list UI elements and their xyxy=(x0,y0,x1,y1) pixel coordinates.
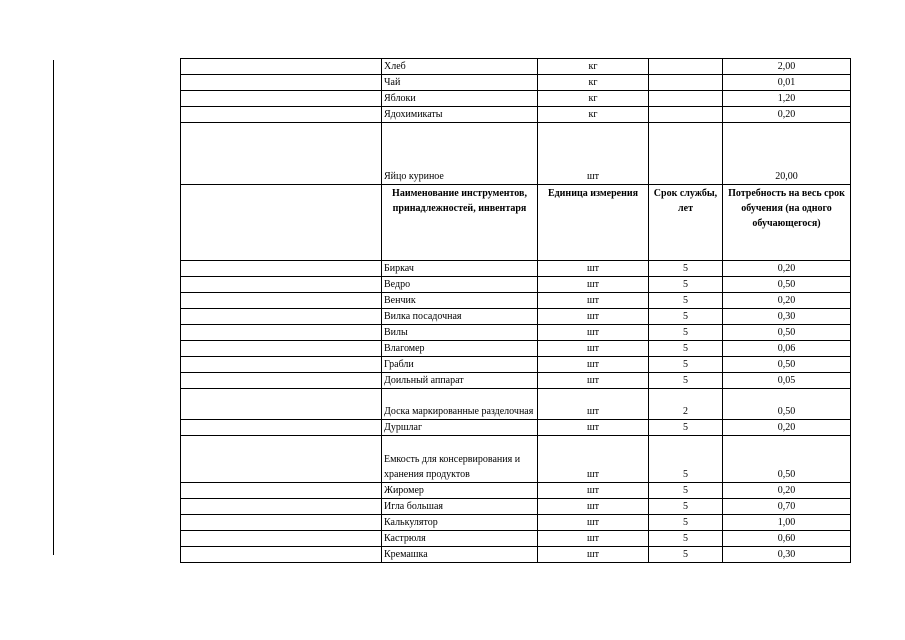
item-need: 0,30 xyxy=(723,547,851,563)
item-term: 5 xyxy=(649,373,723,389)
blank-cell xyxy=(181,309,382,325)
blank-cell xyxy=(181,91,382,107)
header-row xyxy=(181,185,851,261)
item-term xyxy=(649,59,723,75)
header-blank-cell xyxy=(181,185,382,261)
item-unit: шт xyxy=(538,547,649,563)
item-term: 5 xyxy=(649,420,723,436)
item-name: Дуршлаг xyxy=(382,420,538,436)
item-name: Кремашка xyxy=(382,547,538,563)
item-unit: кг xyxy=(538,75,649,91)
item-name: Венчик xyxy=(382,293,538,309)
item-term: 5 xyxy=(649,325,723,341)
item-unit: кг xyxy=(538,91,649,107)
item-term xyxy=(649,75,723,91)
table-row xyxy=(181,261,851,277)
item-term: 5 xyxy=(649,515,723,531)
item-unit: шт xyxy=(538,357,649,373)
item-need: 0,06 xyxy=(723,341,851,357)
table-row xyxy=(181,436,851,483)
item-unit: шт xyxy=(538,293,649,309)
table-row xyxy=(181,389,851,420)
item-need: 0,01 xyxy=(723,75,851,91)
blank-cell xyxy=(181,107,382,123)
item-unit: шт xyxy=(538,341,649,357)
blank-cell xyxy=(181,341,382,357)
item-term: 5 xyxy=(649,261,723,277)
header-term: Срок службы, лет xyxy=(649,185,723,261)
item-unit: шт xyxy=(538,515,649,531)
item-need: 20,00 xyxy=(723,123,851,185)
margin-line xyxy=(53,60,54,555)
blank-cell xyxy=(181,420,382,436)
item-name: Грабли xyxy=(382,357,538,373)
table-row xyxy=(181,123,851,185)
item-name: Калькулятор xyxy=(382,515,538,531)
item-need: 1,00 xyxy=(723,515,851,531)
item-name: Вилы xyxy=(382,325,538,341)
table-row xyxy=(181,547,851,563)
table-row xyxy=(181,483,851,499)
blank-cell xyxy=(181,547,382,563)
blank-cell xyxy=(181,436,382,483)
item-unit: кг xyxy=(538,107,649,123)
item-need: 0,20 xyxy=(723,107,851,123)
item-term: 5 xyxy=(649,341,723,357)
item-need: 0,20 xyxy=(723,420,851,436)
item-name: Доска маркированные разделочная xyxy=(382,389,538,420)
item-need: 0,70 xyxy=(723,499,851,515)
table-row xyxy=(181,341,851,357)
item-unit: шт xyxy=(538,325,649,341)
item-term: 5 xyxy=(649,531,723,547)
item-need: 0,30 xyxy=(723,309,851,325)
table-row xyxy=(181,531,851,547)
header-name: Наименование инструментов, принадлежностей, инвентаря xyxy=(382,185,538,261)
table-row xyxy=(181,91,851,107)
item-term xyxy=(649,107,723,123)
blank-cell xyxy=(181,261,382,277)
item-name: Ведро xyxy=(382,277,538,293)
blank-cell xyxy=(181,75,382,91)
item-need: 0,50 xyxy=(723,436,851,483)
item-unit: шт xyxy=(538,531,649,547)
item-need: 0,50 xyxy=(723,389,851,420)
blank-cell xyxy=(181,123,382,185)
item-name: Жиромер xyxy=(382,483,538,499)
item-unit: шт xyxy=(538,309,649,325)
table-row xyxy=(181,515,851,531)
item-need: 0,50 xyxy=(723,325,851,341)
blank-cell xyxy=(181,531,382,547)
table-row xyxy=(181,75,851,91)
table-row xyxy=(181,420,851,436)
blank-cell xyxy=(181,357,382,373)
item-name: Ядохимикаты xyxy=(382,107,538,123)
item-name: Яблоки xyxy=(382,91,538,107)
item-name: Хлеб xyxy=(382,59,538,75)
blank-cell xyxy=(181,293,382,309)
inventory-table xyxy=(180,58,851,563)
item-term: 5 xyxy=(649,357,723,373)
item-name: Вилка посадочная xyxy=(382,309,538,325)
item-unit: шт xyxy=(538,277,649,293)
item-unit: шт xyxy=(538,123,649,185)
table-row xyxy=(181,277,851,293)
item-term: 2 xyxy=(649,389,723,420)
item-term xyxy=(649,91,723,107)
item-unit: шт xyxy=(538,436,649,483)
item-name: Чай xyxy=(382,75,538,91)
item-term: 5 xyxy=(649,309,723,325)
item-unit: шт xyxy=(538,261,649,277)
item-name: Яйцо куриное xyxy=(382,123,538,185)
item-name: Доильный аппарат xyxy=(382,373,538,389)
blank-cell xyxy=(181,483,382,499)
item-unit: шт xyxy=(538,420,649,436)
blank-cell xyxy=(181,515,382,531)
item-term: 5 xyxy=(649,499,723,515)
item-name: Емкость для консервирования и хранения продуктов xyxy=(382,436,538,483)
table-row xyxy=(181,357,851,373)
item-need: 1,20 xyxy=(723,91,851,107)
blank-cell xyxy=(181,277,382,293)
blank-cell xyxy=(181,389,382,420)
table-row xyxy=(181,373,851,389)
item-name: Влагомер xyxy=(382,341,538,357)
item-term: 5 xyxy=(649,547,723,563)
blank-cell xyxy=(181,373,382,389)
item-term: 5 xyxy=(649,436,723,483)
blank-cell xyxy=(181,325,382,341)
item-unit: шт xyxy=(538,499,649,515)
item-need: 0,20 xyxy=(723,261,851,277)
item-term: 5 xyxy=(649,483,723,499)
item-need: 0,20 xyxy=(723,483,851,499)
item-name: Игла большая xyxy=(382,499,538,515)
blank-cell xyxy=(181,499,382,515)
table-row xyxy=(181,59,851,75)
item-term: 5 xyxy=(649,293,723,309)
header-need: Потребность на весь срок обучения (на одного обучающегося) xyxy=(723,185,851,261)
item-need: 0,20 xyxy=(723,293,851,309)
table-row xyxy=(181,499,851,515)
item-need: 0,05 xyxy=(723,373,851,389)
item-term xyxy=(649,123,723,185)
item-need: 0,50 xyxy=(723,277,851,293)
blank-cell xyxy=(181,59,382,75)
item-need: 0,50 xyxy=(723,357,851,373)
item-unit: шт xyxy=(538,373,649,389)
item-unit: шт xyxy=(538,389,649,420)
table-row xyxy=(181,325,851,341)
table-row xyxy=(181,309,851,325)
item-need: 0,60 xyxy=(723,531,851,547)
table-row xyxy=(181,107,851,123)
item-unit: шт xyxy=(538,483,649,499)
item-name: Кастрюля xyxy=(382,531,538,547)
table-row xyxy=(181,293,851,309)
item-term: 5 xyxy=(649,277,723,293)
item-unit: кг xyxy=(538,59,649,75)
header-unit: Единица измерения xyxy=(538,185,649,261)
item-name: Биркач xyxy=(382,261,538,277)
item-need: 2,00 xyxy=(723,59,851,75)
